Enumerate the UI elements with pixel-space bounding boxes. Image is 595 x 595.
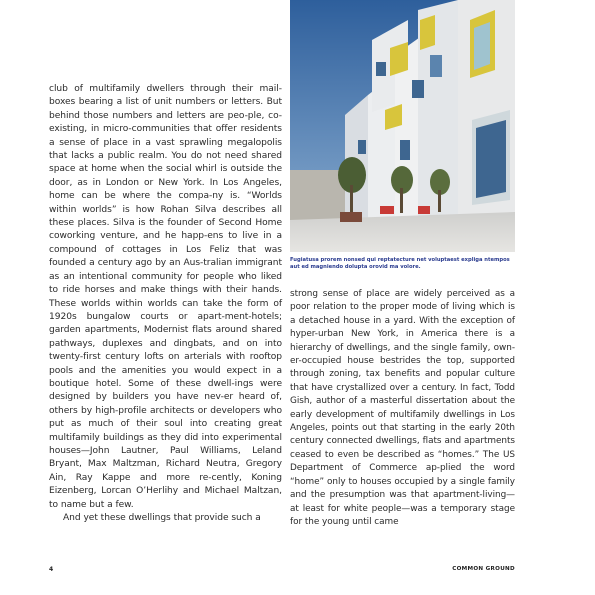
body-paragraph: strong sense of place are widely perceived as a poor relation to the proper mode of living which is a detached house in a yard. With the exception of hyper-urban New York, in America there is a hierarchy of dwellings, and the single family, own-er-occupied house bestrides the top, supported through zoning, tax benefits and popular culture that have crystallized over a century. In fact, Todd Gish, author of a masterful dissertation about the early development of multifamily dwellings in Los Angeles, points out that starting in the early 20th century connected dwellings, flats and apartments ceased to even be described as “homes.” The US Department of Commerce ap-plied the word “home” only to houses occupied by a single family and the presumption was that apartment-living—at least for white people—was a temporary stage for the young until came	[290, 289, 515, 527]
building-photo	[290, 0, 515, 252]
right-text-column	[290, 288, 515, 529]
body-paragraph: club of multifamily dwellers through their mail-boxes bearing a list of unit numbers or letters. But behind those numbers and letters are peo-ple, co-existing, in micro-communities that offer residents a sense of place in a vast sprawling megalopolis that lacks a public realm. You do not need shared space at home when the social whirl is outside the door, as in London or New York. In Los Angeles, home can be where the compa-ny is. “Worlds within worlds” is how Rohan Silva describes all these places. Silva is the founder of Second Home coworking venture, and he happ-ens to live in a compound of cottages in Los Feliz that was founded a century ago by an Aus-tralian immigrant as an intentional community for people who liked to ride horses and make things with their hands. These worlds within worlds can take the form of 1920s bungalow courts or apart-ment-hotels; garden apartments, Modernist flats around shared pathways, duplexes and dingbats, and on into twenty-first century lofts on arterials with rooftop pools and the amenities you would expect in a boutique hotel. Some of these dwell-ings were designed by builders you have nev-er heard of, others by high-profile architects or developers who put as much of their soul into creating great multifamily buildings as they did into experimental houses—John Lautner, Paul Williams, Leland Bryant, Max Maltzman, Richard Neutra, Gregory Ain, Ray Kappe and more re-cently, Koning Eizenberg, Lorcan O’Herlihy and Michael Maltzan, to name but a few.	[49, 84, 282, 510]
body-paragraph: And yet these dwellings that provide such a	[63, 513, 261, 523]
left-text-column	[49, 83, 282, 525]
running-footer-title: COMMON GROUND	[452, 566, 515, 572]
photo-caption: Fugiatusa prorem nonsed qui reptatecture net voluptaest expliga ntempos aut ed magniendo dolupta orovid ma volore.	[290, 257, 510, 270]
page-number: 4	[49, 566, 54, 573]
